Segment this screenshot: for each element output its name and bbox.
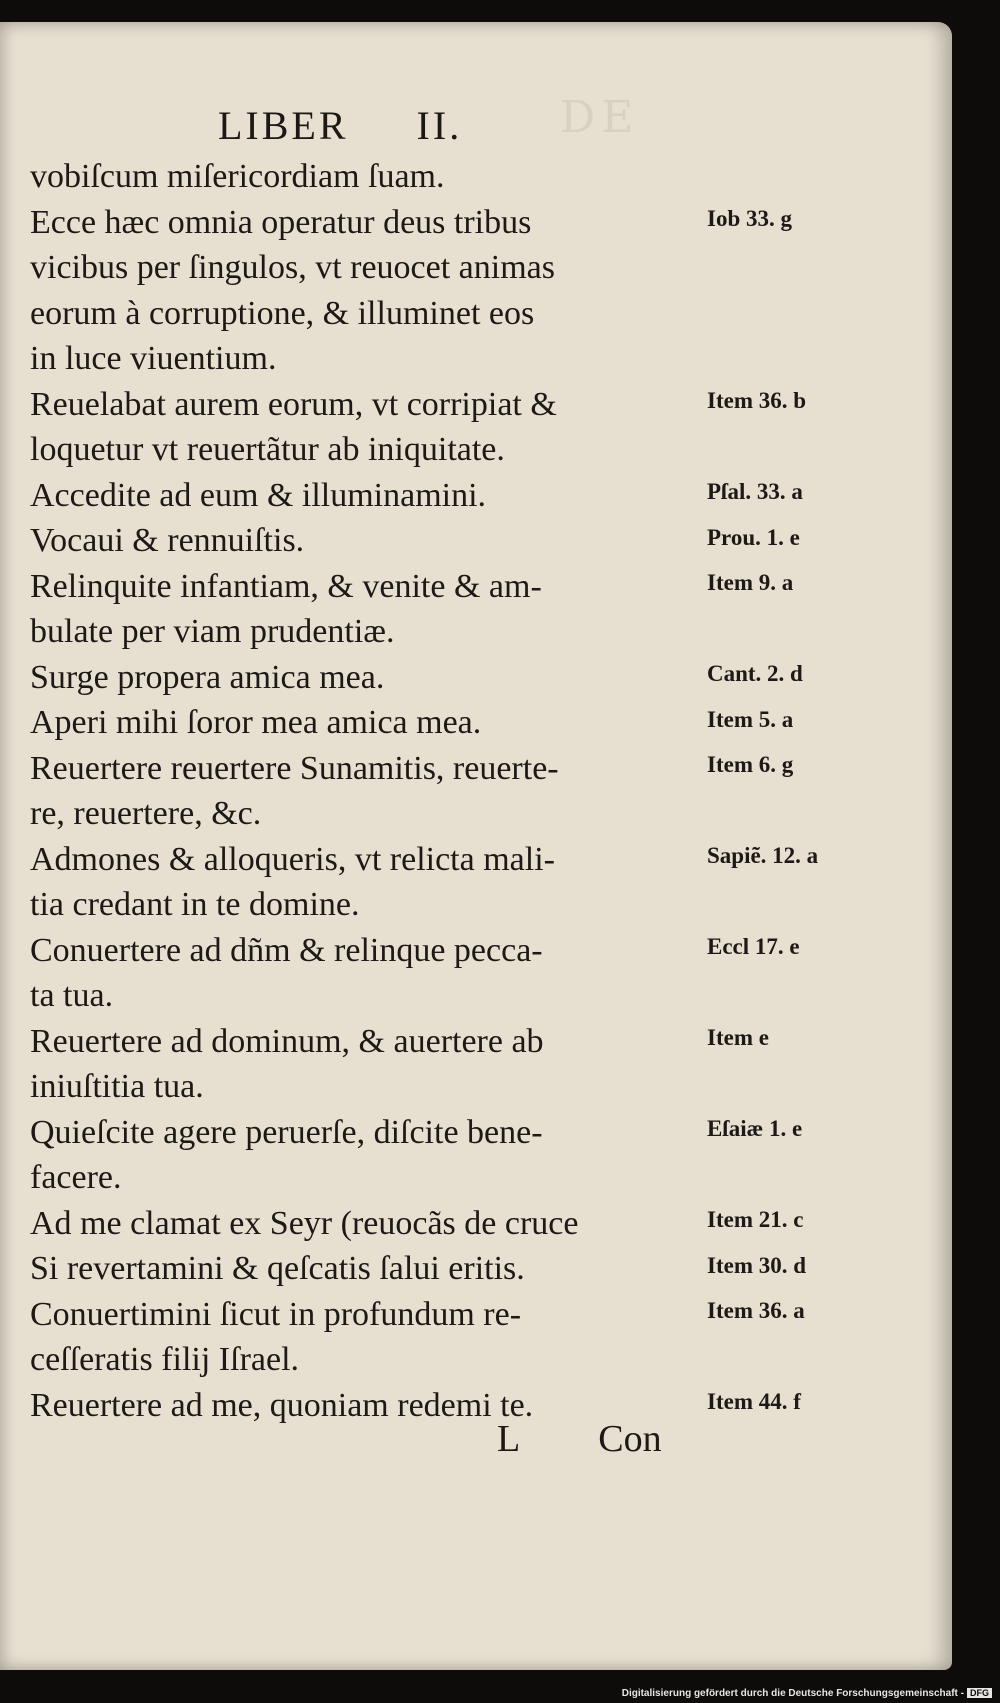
marginal-reference: Item e [707,1025,769,1050]
text-line: Quieſcite agere peruerſe, diſcite bene- [30,1113,543,1151]
text-line: Reuertere ad dominum, & auertere ab [30,1022,544,1060]
marginal-reference: Sapiẽ. 12. a [707,843,819,868]
text-line: tia credant in te domine. [30,886,360,923]
text-line: Conuertimini ſicut in profundum re- [30,1295,522,1333]
marginal-reference: Eccl 17. e [707,934,800,959]
marginal-reference: Prou. 1. e [707,524,800,550]
marginal-reference: Item 30. d [707,1252,807,1278]
marginal-reference: Cant. 2. d [707,661,803,686]
text-body [30,154,702,1428]
text-line: Ecce hæc omnia operatur deus tribus [30,203,532,241]
marginal-reference: Item 6. g [707,752,794,777]
text-line: Surge propera amica mea. [30,658,385,696]
signature-mark: L [497,1418,521,1460]
credit-text: Digitalisierung gefördert durch die Deutsche Forschungsgemeinschaft - [621,1688,964,1699]
text-line: Conuertere ad dñm & relinque pecca- [30,931,543,969]
header-number: II. [416,103,463,148]
marginal-reference: Item 21. c [707,1207,804,1232]
text-line: iniuſtitia tua. [30,1068,204,1105]
marginal-reference: Item 36. a [707,1298,805,1323]
marginal-reference: Item 36. b [707,388,807,413]
text-line: in luce viuentium. [30,340,277,377]
show-through-text: DE [560,92,640,143]
text-line: Ad me clamat ex Seyr (reuocãs de cruce [30,1204,579,1242]
text-line: vicibus per ſingulos, vt reuocet animas [30,249,555,286]
text-line: vobiſcum miſericordiam ſuam. [30,158,445,195]
text-line: facere. [30,1159,122,1196]
text-line: ta tua. [30,977,114,1014]
dfg-logo: DFG [967,1688,992,1698]
text-line: Admones & alloqueris, vt relicta mali- [30,840,555,878]
text-line: re, reuertere, &c. [30,795,262,832]
text-line: Accedite ad eum & illuminamini. [30,476,487,514]
text-line: Reuertere reuertere Sunamitis, reuerte- [30,749,559,787]
text-line: Relinquite infantiam, & venite & am- [30,567,542,605]
catchword-line [497,1417,662,1461]
marginal-reference: Item 44. f [707,1389,801,1414]
marginal-reference: Eſaiæ 1. e [707,1116,803,1141]
text-line: Si revertamini & qeſcatis ſalui eritis. [30,1250,525,1287]
text-line: Vocaui & rennuiſtis. [30,522,305,559]
catchword: Con [598,1418,662,1460]
marginal-reference: Pſal. 33. a [707,479,803,504]
text-line: Reuertere ad me, quoniam redemi te. [30,1386,534,1424]
text-line: Reuelabat aurem eorum, vt corripiat & [30,385,557,423]
marginal-reference: Item 5. a [707,706,794,732]
text-line: loquetur vt reuertãtur ab iniquitate. [30,431,505,468]
text-line: eorum à corruptione, & illuminet eos [30,294,535,332]
text-line: bulate per viam prudentiæ. [30,613,395,650]
text-line: Aperi mihi ſoror mea amica mea. [30,704,482,741]
text-line: ceſſeratis filij Iſrael. [30,1341,300,1378]
marginal-reference: Iob 33. g [707,206,792,231]
book-page [0,22,952,1670]
running-header [218,102,462,149]
header-title: LIBER [218,103,349,148]
digitization-credit [622,1688,992,1699]
marginal-reference: Item 9. a [707,570,794,595]
